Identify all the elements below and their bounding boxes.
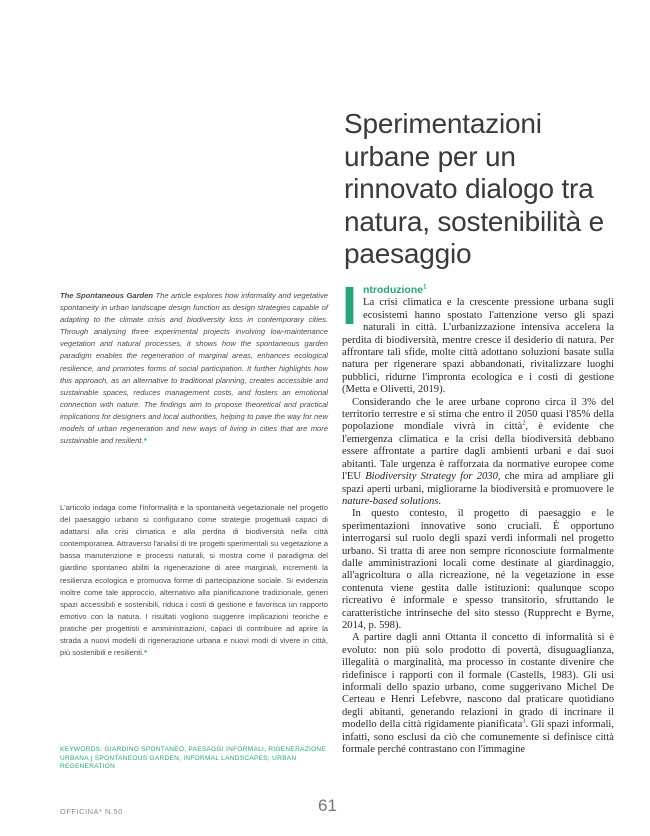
end-mark: * [144,648,147,658]
title-line: natura, sostenibilità e [344,205,605,237]
paragraph-text: , è evidente che l'emergenza climatica e la crisi della biodiversità debbano essere affrontate a partire dagli ambienti urbani e dai suoi abitanti. Tale urgenza è rafforzata da normative europee come l'EU [342,421,615,483]
page-number: 61 [318,796,337,815]
paragraph: In questo contesto, il progetto di paesaggio e le sperimentazioni innovative sono cruciali. È opportuno interrogarsi sul ruolo degli spazi verdi informali nel progetto urbano. Si tratta di aree non sempre riconosciute formalmente dalle amministrazioni locali come destinate al giardinaggio, all'agricoltura o alla ricreazione, né la vegetazione in esse contenuta viene gestita dalle istituzioni: qualunque scopo ricreativo è informale e spesso transitorio, sfruttando le caratteristiche intrinseche del sito stesso (Rupprecht e Byrne, 2014, p. 598). [342,508,614,631]
title-line: paesaggio [344,238,472,269]
paragraph-text: A partire dagli anni Ottanta il concetto di informalità si è evoluto: non più solo prodotto di povertà, disuguaglianza, illegalità o marginalità, ma processo in costante divenire che ridefinisce i rapporti con il formale (Castells, 1983). Gli usi informali dello spazio urbano, come suggerivano Michel De Certeau e Henri Lefebvre, nascono dal praticare quotidiano degli abitanti, generando relazioni in grado di incrinare il modello della città rigidamente pianificata [342,632,614,731]
paragraph-text: Considerando che le aree urbane coprono circa il 3% del territorio terrestre e si stima che entro il 2050 quasi l'85% della popolazione mondiale vivrà in città [342,396,614,433]
emphasis: nature-based solutions [342,495,439,507]
title-line: rinnovato dialogo tra [344,173,594,204]
title-line: urbane per un [344,140,516,172]
paragraph [342,632,614,756]
paragraph [342,397,614,509]
footnote-ref: 3 [522,718,526,725]
paragraph-text: La crisi climatica e la crescente pressione urbana sugli ecosistemi hanno spostato l'attenzione verso gli spazi naturali in città. L'urbanizzazione intensiva accelera la perdita di biodiversità, mentre cresce il desiderio di natura. Per affrontare tali sfide, molte città adottano soluzioni basate sulla natura per rigenerare spazi abbandonati, rivitalizzare luoghi pubblici, ridurne l'impronta ecologica e i costi di gestione (Metta e Olivetti, 2019). [342,297,614,396]
article-title [344,108,644,271]
intro-paragraph [342,276,614,397]
abstract-lead: The Spontaneous Garden [60,291,154,300]
footnote-ref: 2 [522,420,526,427]
journal-name: OFFICINA* N.50 [60,807,123,816]
abstract-italian-text: L'articolo indaga come l'informalità e la spontaneità vegetazionale nel progetto del paesaggio urbano si configurano come strategie progettuali capaci di adattarsi alla crisi climatica e alla perdita di biodiversità nella città contemporanea. Attraverso l'analisi di tre progetti sperimentali su vegetazione a bassa manutenzione e processi naturali, si mostra come il paradigma del giardino spontaneo abiliti la rigenerazione di aree marginali, incrementi la resilienza ecologica e promuova forme di partecipazione sociale. Si evidenzia inoltre come tale approccio, alternativo alla pianificazione tradizionale, generi spazi accessibili e sostenibili, riduca i costi di gestione e favorisca un rapporto emotivo con la natura. I risultati vogliono suggerire implicazioni teoriche e pratiche per progettisti e amministrazioni, capaci di contribuire ad aprire la strada a nuovi modelli di rigenerazione urbana e nuovi modi di vivere in città, più sostenibili e resilienti. [60,503,328,658]
abstract-italian [60,502,328,659]
footnote-ref: 1 [423,284,427,291]
section-heading: ntroduzione [363,284,424,296]
article-body [342,276,615,756]
title-line: Sperimentazioni [344,108,542,139]
keywords: KEYWORDS: GIARDINO SPONTANEO, PAESAGGI INFORMALI, RIGENERAZIONE URBANA | SPONTANEOUS GARDEN; INFORMAL LANDSCAPES; URBAN REGENERATION [60,746,327,771]
abstract-english-text: The article explores how informality and vegetative spontaneity in urban landscape design function as design strategies capable of adapting to the climate crisis and biodiversity loss in contemporary cities. Through analysing three experimental projects involving low-maintenance vegetation and natural processes, it shows how the spontaneous garden paradigm enables the regeneration of marginal areas, enhances ecological resilience, and promotes forms of social participation. It further highlights how this approach, as an alternative to traditional planning, creates accessible and sustainable spaces, reduces management costs, and fosters an emotional connection with nature. The findings aim to propose theoretical and practical implications for designers and local authorities, helping to pave the way for new models of urban regeneration and new ways of living in cities that are more sustainable and resilient. [60,291,328,446]
end-mark: * [143,436,147,446]
abstract-english [60,290,328,447]
drop-cap: I [342,276,358,336]
emphasis: Biodiversity Strategy for 2030 [365,471,498,483]
paragraph-text: . [438,495,442,507]
paragraph-text: , che mira ad ampliare gli spazi aperti urbani, migliorarne la biodiversità e promuovere le [342,471,614,495]
paragraph-text: . Gli spazi informali, infatti, sono esclusi da ciò che comunemente si definisce città formale perché contrastano con l'immagine [342,719,614,756]
